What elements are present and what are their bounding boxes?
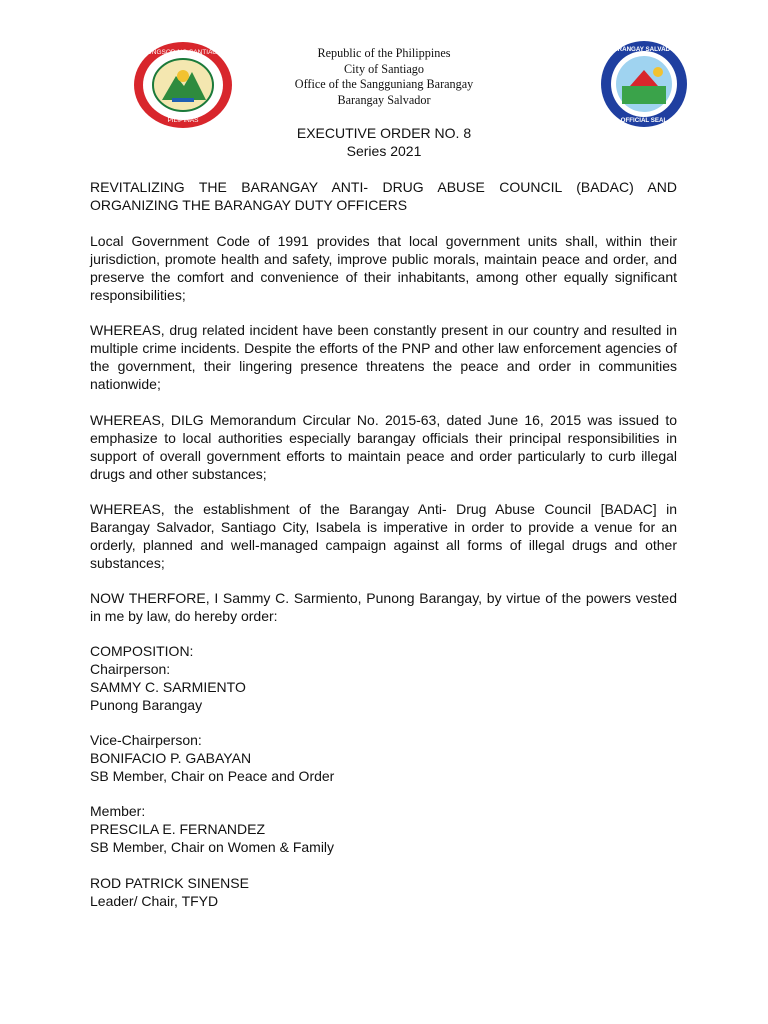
barangay-salvador-seal-icon [600, 40, 688, 128]
member-title: SB Member, Chair on Women & Family [90, 839, 335, 855]
member-title: Leader/ Chair, TFYD [90, 893, 219, 909]
vice-chairperson-title: SB Member, Chair on Peace and Order [90, 768, 335, 784]
member-name: ROD PATRICK SINENSE [90, 875, 249, 891]
header-line-office: Office of the Sangguniang Barangay [294, 77, 474, 91]
composition-member2-block [90, 874, 677, 910]
paragraph-lgc: Local Government Code of 1991 provides that local government units shall, within their jurisdiction, promote health and safety, improve public morals, maintain peace and order, and preserve the comfort and convenience of their inhabitants, among other equally significant responsibilities; [90, 233, 677, 303]
composition-vice-block [90, 731, 677, 785]
chairperson-title: Punong Barangay [90, 697, 203, 713]
executive-order-series: Series 2021 [346, 143, 422, 159]
paragraph-whereas-dilg: WHEREAS, DILG Memorandum Circular No. 2015-63, dated June 16, 2015 was issued to emphasize to local authorities especially barangay officials their principal responsibilities in support of overall government efforts to maintain peace and order particularly to curb illegal drugs and other substances; [90, 412, 677, 482]
chairperson-name: SAMMY C. SARMIENTO [90, 679, 246, 695]
executive-order-number: EXECUTIVE ORDER NO. 8 [296, 125, 472, 141]
header-line-city: City of Santiago [344, 61, 424, 76]
right-seal-top-text: BARANGAY SALVADOR [608, 46, 680, 53]
member-name: PRESCILA E. FERNANDEZ [90, 821, 266, 837]
paragraph-whereas-badac: WHEREAS, the establishment of the Barangay Anti- Drug Abuse Council [BADAC] in Barangay Salvador, Santiago City, Isabela is imperative in order to provide a venue for an orderly, planned and well-managed campaign against all forms of illegal drugs and other substances; [90, 501, 677, 571]
left-seal-bottom-text: PILIPINAS [167, 117, 199, 124]
right-seal-bottom-text: OFFICIAL SEAL [620, 117, 668, 124]
member-role: Member: [90, 803, 146, 819]
order-subject: REVITALIZING THE BARANGAY ANTI- DRUG ABUSE COUNCIL (BADAC) AND ORGANIZING THE BARANGAY DUTY OFFICERS [90, 179, 677, 213]
city-of-santiago-seal-icon [132, 40, 234, 130]
chairperson-role: Chairperson: [90, 661, 171, 677]
left-seal-top-text: LUNGSOD NG SANTIAGO [143, 49, 223, 56]
header-line-barangay: Barangay Salvador [337, 92, 431, 107]
header-line-republic: Republic of the Philippines [317, 46, 451, 60]
executive-order-heading [250, 124, 518, 160]
letterhead [250, 46, 518, 108]
composition-heading: COMPOSITION: [90, 643, 194, 659]
vice-chairperson-name: BONIFACIO P. GABAYAN [90, 750, 252, 766]
composition-chair-block [90, 642, 677, 714]
paragraph-now-therefore: NOW THERFORE, I Sammy C. Sarmiento, Punong Barangay, by virtue of the powers vested in me by law, do hereby order: [90, 590, 677, 624]
vice-chairperson-role: Vice-Chairperson: [90, 732, 202, 748]
paragraph-whereas-drug-incidents: WHEREAS, drug related incident have been constantly present in our country and resulted in multiple crime incidents. Despite the efforts of the PNP and other law enforcement agencies of the government, their lingering presence threatens the peace and order in communities nationwide; [90, 322, 677, 392]
composition-member-block [90, 802, 677, 856]
